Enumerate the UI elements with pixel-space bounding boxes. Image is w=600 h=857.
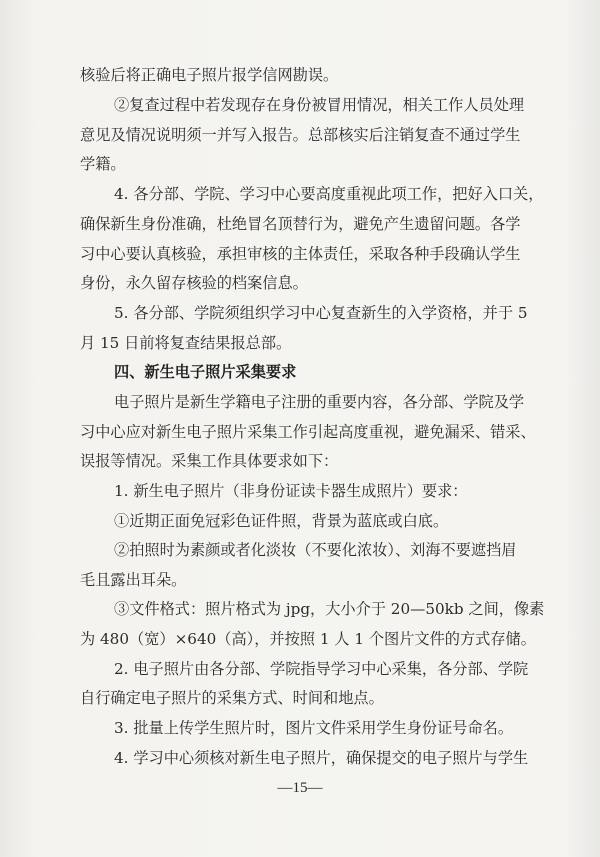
paragraph-line: 确保新生身份准确，杜绝冒名顶替行为，避免产生遗留问题。各学 xyxy=(80,215,521,233)
paragraph-line: 身份，永久留存核验的档案信息。 xyxy=(80,274,308,292)
paragraph-line: 习中心要认真核验，承担审核的主体责任，采取各种手段确认学生 xyxy=(80,245,521,263)
page-number: —15— xyxy=(277,780,323,796)
paragraph-line: 自行确定电子照片的采集方式、时间和地点。 xyxy=(80,689,384,707)
paragraph-line: 学籍。 xyxy=(80,155,126,173)
paragraph-line: 习中心应对新生电子照片采集工作引起高度重视，避免漏采、错采、 xyxy=(80,423,536,441)
paragraph-line: 为 480（宽）×640（高），并按照 1 人 1 个图片文件的方式存储。 xyxy=(80,630,536,648)
paragraph-line: ②拍照时为素颜或者化淡妆（不要化浓妆）、刘海不要遮挡眉 xyxy=(114,541,517,559)
paragraph-line: ①近期正面免冠彩色证件照，背景为蓝底或白底。 xyxy=(114,512,449,530)
paragraph-line: 意见及情况说明须一并写入报告。总部核实后注销复查不通过学生 xyxy=(80,126,521,144)
paragraph-line: 5. 各分部、学院须组织学习中心复查新生的入学资格，并于 5 xyxy=(114,304,528,322)
paragraph-line: 毛且露出耳朵。 xyxy=(80,571,187,589)
paragraph-line: ③文件格式：照片格式为 jpg，大小介于 20—50kb 之间，像素 xyxy=(114,600,545,618)
paragraph-line: 2. 电子照片由各分部、学院指导学习中心采集，各分部、学院 xyxy=(114,660,529,678)
paragraph-line: 电子照片是新生学籍电子注册的重要内容，各分部、学院及学 xyxy=(114,393,525,411)
paragraph-line: 1. 新生电子照片（非身份证读卡器生成照片）要求： xyxy=(114,482,468,500)
paragraph-line: 4. 学习中心须核对新生电子照片，确保提交的电子照片与学生 xyxy=(114,749,529,767)
paragraph-line: 4. 各分部、学院、学习中心要高度重视此项工作，把好入口关， xyxy=(114,185,544,203)
paragraph-line: 误报等情况。采集工作具体要求如下： xyxy=(80,452,339,470)
paragraph-line: ②复查过程中若发现存在身份被冒用情况，相关工作人员处理 xyxy=(114,96,525,114)
paragraph-line: 3. 批量上传学生照片时，图片文件采用学生身份证号命名。 xyxy=(114,719,514,737)
paragraph-line: 月 15 日前将复查结果报总部。 xyxy=(80,334,292,352)
paragraph-line: 核验后将正确电子照片报学信网勘误。 xyxy=(80,66,339,84)
section-heading: 四、新生电子照片采集要求 xyxy=(114,363,297,381)
